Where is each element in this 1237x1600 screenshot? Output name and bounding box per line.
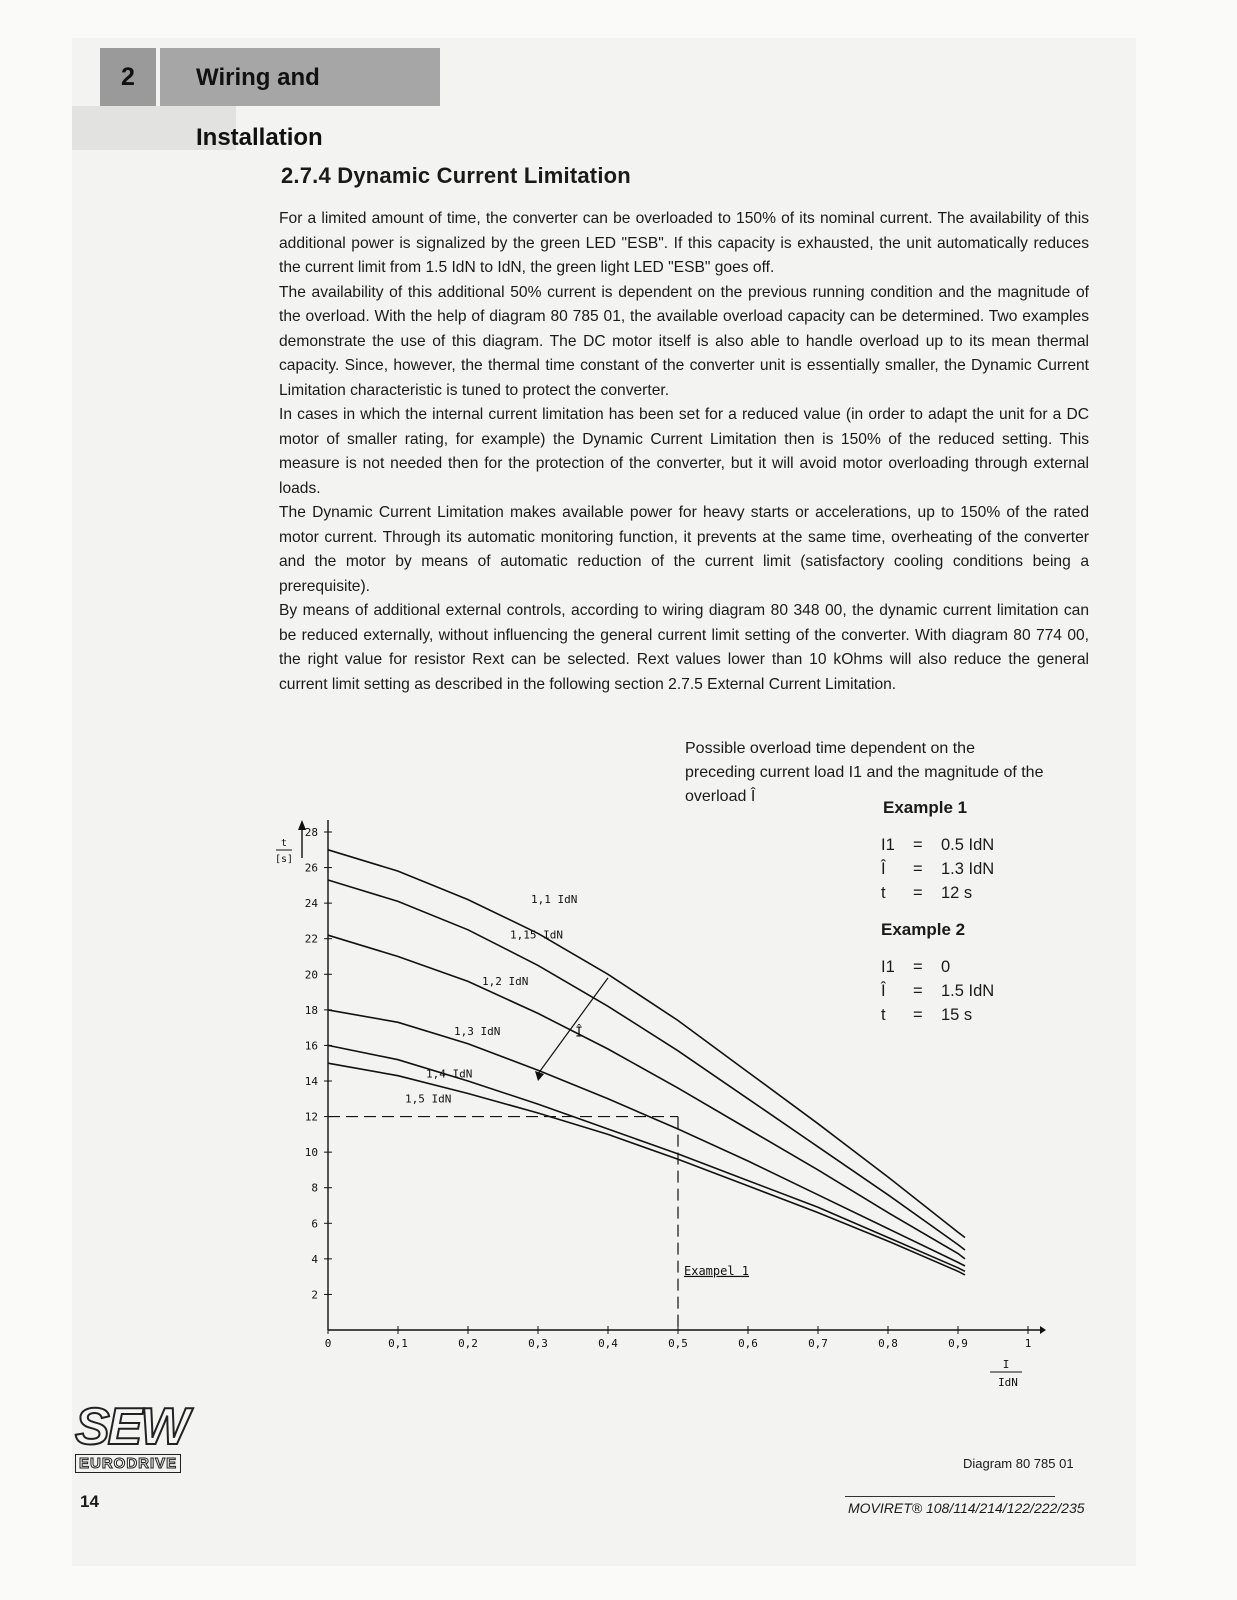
y-tick-label: 10 — [304, 1146, 318, 1160]
chapter-title: Wiring and Installation — [160, 48, 440, 106]
series-label: 1,2 IdN — [482, 974, 529, 988]
series-line-5 — [328, 1045, 965, 1271]
x-tick-label: 0,9 — [948, 1337, 968, 1350]
example-value: 0 — [941, 958, 951, 976]
example-1-title: Example 1 — [883, 798, 968, 817]
y-tick-label: 20 — [304, 968, 318, 982]
series-label: 1,3 IdN — [454, 1024, 501, 1038]
y-axis-label-den: [s] — [274, 854, 294, 865]
example-1-annotation: Exampel 1 — [684, 1263, 750, 1278]
y-tick-label: 12 — [304, 1110, 318, 1124]
series-label: 1,15 IdN — [510, 928, 563, 942]
series-label: 1,4 IdN — [426, 1067, 473, 1081]
y-tick-label: 14 — [304, 1075, 318, 1088]
y-tick-label: 2 — [311, 1288, 318, 1302]
paragraph-2: The availability of this additional 50% current is dependent on the previous running condition and the magnitude of the overload. With the help of diagram 80 785 01, the available overload capacity can be determined. Two examples demonstrate the use of this diagram. The DC motor itself is also able to handle overload up to its mean thermal capacity. Since, however, the thermal time constant of the converter unit is essentially smaller, the Dynamic Current Limitation characteristic is tuned to protect the converter. — [279, 283, 1089, 399]
chart-caption: Possible overload time dependent on the preceding current load I1 and the magnitude of the overload Î — [685, 740, 1044, 805]
example-symbol: t — [881, 1006, 886, 1024]
series-line-4 — [328, 1010, 965, 1266]
x-tick-label: 0,1 — [388, 1337, 408, 1350]
example-symbol: t — [881, 884, 886, 902]
x-tick-label: 0,4 — [598, 1337, 618, 1350]
x-tick-label: 0,5 — [668, 1337, 688, 1350]
series-label: 1,5 IdN — [405, 1092, 452, 1106]
example-eq: = — [913, 860, 923, 878]
x-tick-label: 0,2 — [458, 1337, 478, 1350]
example-value: 1.5 IdN — [941, 982, 995, 1000]
x-tick-label: 0,8 — [878, 1337, 898, 1350]
example-symbol: Î — [881, 860, 886, 878]
example-value: 0.5 IdN — [941, 836, 995, 854]
paragraph-1: For a limited amount of time, the converter can be overloaded to 150% of its nominal current. The availability of this additional power is signalized by the green LED "ESB". If this capacity is exhausted, the unit automatically reduces the current limit from 1.5 IdN to IdN, the green light LED "ESB" goes off. — [279, 210, 1089, 276]
example-eq: = — [913, 958, 923, 976]
example-symbol: I1 — [881, 958, 895, 976]
y-tick-label: 4 — [311, 1252, 318, 1266]
x-tick-label: 1 — [1024, 1337, 1032, 1350]
page-number: 14 — [80, 1492, 99, 1511]
y-tick-label: 26 — [304, 861, 318, 875]
paragraph-3: In cases in which the internal current limitation has been set for a reduced value (in order to adapt the unit for a DC motor of smaller rating, for example) the Dynamic Current Limitation then is 150% of the reduced setting. This measure is not needed then for the protection of the converter, but it will avoid motor overloading through external loads. — [279, 406, 1089, 497]
y-tick-label: 18 — [304, 1003, 318, 1017]
x-axis-arrow — [1040, 1326, 1046, 1334]
diagram-label: Diagram 80 785 01 — [963, 1456, 1074, 1471]
x-tick-label: 0,7 — [808, 1337, 828, 1350]
example-eq: = — [913, 982, 923, 1000]
example-symbol: I1 — [881, 836, 895, 854]
logo-eurodrive-text: EURODRIVE — [75, 1454, 181, 1473]
x-axis-label-den: IdN — [998, 1376, 1018, 1389]
footer-product: MOVIRET® 108/114/214/122/222/235 — [848, 1500, 1085, 1516]
y-tick-label: 6 — [311, 1217, 318, 1231]
x-tick-label: 0,3 — [528, 1337, 548, 1350]
example-value: 12 s — [941, 884, 973, 902]
example-eq: = — [913, 884, 923, 902]
sew-logo — [75, 1398, 188, 1473]
paragraph-5: By means of additional external controls, according to wiring diagram 80 348 00, the dynamic current limitation can be reduced externally, without influencing the general current limit setting of the converter. With diagram 80 774 00, the right value for resistor Rext can be selected. Rext values lower than 10 kOhms will also reduce the general current limit setting as described in the following section 2.7.5 External Current Limitation. — [279, 602, 1089, 693]
example-value: 15 s — [941, 1006, 973, 1024]
chapter-number: 2 — [100, 48, 156, 106]
x-tick-label: 0,6 — [738, 1337, 758, 1350]
example-symbol: Î — [881, 982, 886, 1000]
example-value: 1.3 IdN — [941, 860, 995, 878]
series-label: 1,1 IdN — [531, 893, 578, 907]
y-tick-label: 22 — [304, 932, 318, 946]
section-title: 2.7.4 Dynamic Current Limitation — [281, 163, 631, 188]
y-tick-label: 24 — [304, 897, 318, 911]
y-axis-label-num: t — [280, 838, 288, 849]
series-line-1 — [328, 850, 965, 1238]
y-tick-label: 28 — [304, 826, 318, 839]
series-line-2 — [328, 880, 965, 1250]
example-eq: = — [913, 836, 923, 854]
overload-arrow — [538, 978, 608, 1074]
y-tick-label: 8 — [311, 1181, 318, 1195]
example-eq: = — [913, 1006, 923, 1024]
paragraph-4: The Dynamic Current Limitation makes available power for heavy starts or accelerations, up to 150% of the rated motor current. Through its automatic monitoring function, it prevents at the same time, overheating of the converter and the motor by means of automatic reduction of the current limit (satisfactory cooling conditions being a prerequisite). — [279, 504, 1089, 595]
overload-symbol: Î — [575, 1025, 583, 1041]
y-tick-label: 16 — [304, 1039, 318, 1053]
x-axis-label-num: I — [1002, 1358, 1010, 1371]
example-2-title: Example 2 — [881, 920, 966, 939]
x-tick-label: 0 — [324, 1337, 332, 1350]
footer-rule — [845, 1496, 1055, 1497]
logo-sew-text: SEW — [75, 1398, 188, 1456]
